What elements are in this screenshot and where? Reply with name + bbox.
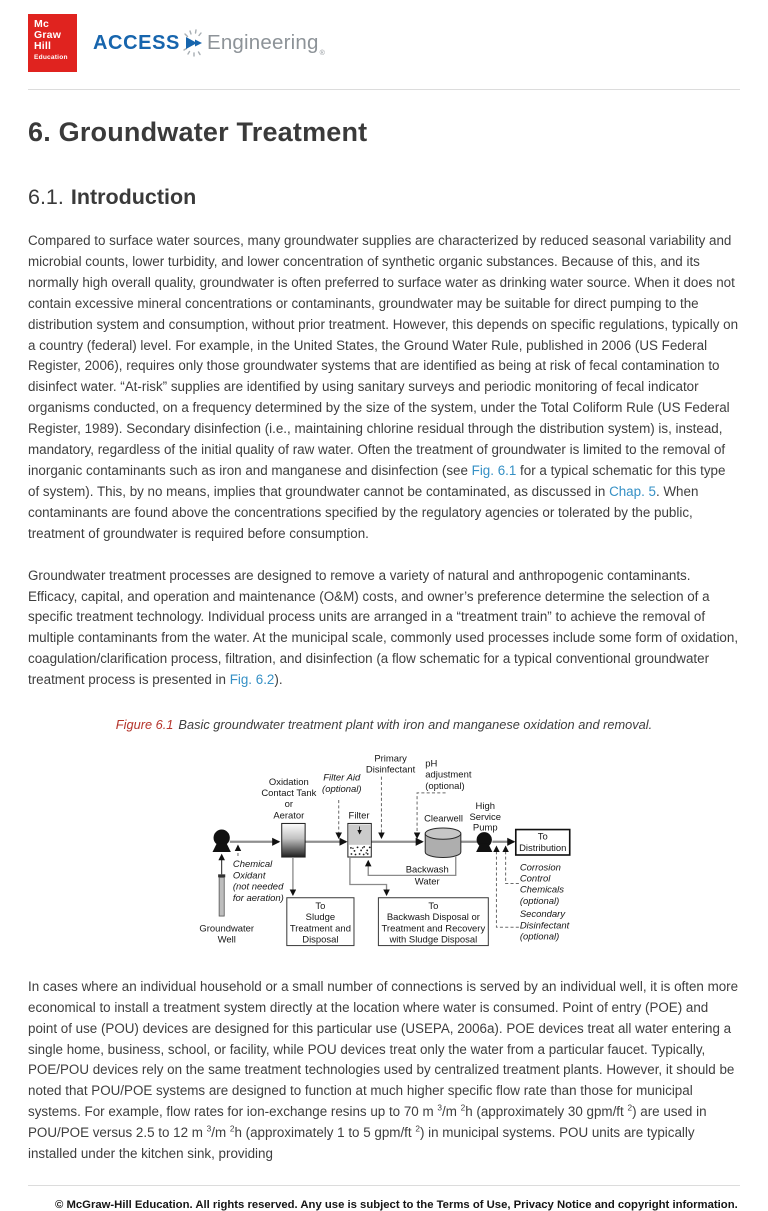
label-backwash-water: Backwash Water <box>405 864 449 888</box>
link-fig-6-1[interactable]: Fig. 6.1 <box>471 462 517 478</box>
mcgraw-hill-logo[interactable] <box>28 14 77 72</box>
superscript: 2 <box>415 1123 420 1134</box>
label-clearwell: Clearwell <box>424 813 463 825</box>
label-high-service-pump: High Service Pump <box>469 801 502 834</box>
mcgraw-hill-logo-text: Mc Graw Hill <box>34 18 62 52</box>
superscript: 2 <box>627 1102 633 1113</box>
filter-shape <box>348 823 371 857</box>
brand-engineering-text: Engineering <box>206 31 319 54</box>
link-chap-5[interactable]: Chap. 5 <box>609 483 656 499</box>
superscript: 3 <box>437 1102 442 1113</box>
figure-caption-label: Figure 6.1 <box>115 717 174 733</box>
groundwater-treatment-diagram <box>183 740 585 956</box>
paragraph-2: Groundwater treatment processes are designed to remove a variety of natural and anthropogenic contaminants. Efficacy, capital, and operation and maintenance (O&M) costs, and owner’s preference determine the selection of a specific treatment technology. Individual process units are arranged in a “treatment train” to achieve the removal of multiple contaminants from the water. At the municipal scale, commonly used processes include some form of oxidation, coagulation/clarification process, filtration, and disinfection (a flow schematic for a typical conventional groundwater treatment process is presented in Fig. 6.2). <box>28 567 739 688</box>
label-primary-disinfectant: Primary Disinfectant <box>365 753 416 776</box>
label-oxidation-tank: Oxidation Contact Tank or Aerator <box>261 776 317 822</box>
access-engineering-logo[interactable] <box>93 27 325 59</box>
section-heading <box>28 185 740 210</box>
figure-caption-text: Basic groundwater treatment plant with iron and manganese oxidation and removal. <box>178 717 653 733</box>
figure-6-1 <box>183 740 585 956</box>
groundwater-well-pipe <box>219 877 224 916</box>
link-fig-6-2[interactable]: Fig. 6.2 <box>229 672 275 688</box>
label-corrosion-control: Corrosion Control Chemicals (optional) <box>519 862 565 907</box>
superscript: 2 <box>229 1123 235 1134</box>
label-secondary-disinfectant: Secondary Disinfectant (optional) <box>519 909 570 943</box>
label-backwash-box: To Backwash Disposal or Treatment and Recovery with Sludge Disposal <box>381 900 486 946</box>
brand-access-text: ACCESS <box>93 31 180 54</box>
superscript: 3 <box>206 1123 212 1134</box>
label-filter: Filter <box>348 810 370 822</box>
copyright-footer: © McGraw-Hill Education. All rights reserved. Any use is subject to the Terms of Use, Privacy Notice and copyright information. <box>55 1198 738 1211</box>
section-number: 6.1. <box>28 185 64 209</box>
label-groundwater-well: Groundwater Well <box>199 923 255 946</box>
high-service-pump-icon <box>476 832 492 852</box>
label-chemical-oxidant: Chemical Oxidant (not needed for aeration) <box>232 859 284 904</box>
registered-mark: ® <box>319 50 325 57</box>
clearwell-shape <box>425 828 461 858</box>
paragraph-1: Compared to surface water sources, many groundwater supplies are characterized by reduced seasonal variability and microbial counts, lower turbidity, and lower concentration of synthetic organic substances. Because of this, and its normally high overall quality, groundwater is often preferred to surface water as drinking water source. When it does not contain excessive mineral concentrations or contaminants, groundwater may be suitable for direct pumping to the distribution system and consumption, without prior treatment. However, this depends on specific regulations, typically on a country (federal) level. For example, in the United States, the Ground Water Rule, published in 2006 (US Federal Register, 2006), requires only those groundwater systems that are identified as being at risk of fecal contamination to disinfect water. “At-risk” supplies are identified by using sanitary surveys and periodic monitoring of fecal indicator organisms conducted, on a frequency determined by the size of the system, under the Total Coliform Rule (US Federal Register, 1989). Secondary disinfection (i.e., maintaining chlorine residual through the distribution system) is, instead, mandatory, regardless of the initial quality of raw water. Often the treatment of groundwater is limited to the removal of inorganic contaminants such as iron and manganese and disinfection (see Fig. 6.1 for a typical schematic for this type of system). This, by no means, implies that groundwater cannot be contaminated, as discussed in Chap. 5. When contaminants are found above the concentrations specified by the regulatory agencies or tolerated by the public, treatment of groundwater is required before consumption. <box>28 233 739 541</box>
well-cap <box>218 874 225 877</box>
mcgraw-hill-logo-education: Education <box>34 54 68 61</box>
oxidation-tank-shape <box>282 823 305 857</box>
section-title: Introduction <box>70 185 197 209</box>
header-divider <box>28 89 740 90</box>
chevron-burst-icon <box>179 27 209 59</box>
well-pump-icon <box>213 830 231 852</box>
paragraph-3: In cases where an individual household or a small number of connections is served by an individual well, it is often more economical to install a treatment system directly at the location where water is consumed. Point of entry (POE) and point of use (POU) devices are designed for this particular use (USEPA, 2006a). POE devices treat all water entering a single home, business, school, or facility, while POU devices treat only the water from a particular faucet. Typically, POE/POU devices rely on the same treatment technologies used by centralized treatment plants. However, it should be noted that POU/POE systems are designed to function at much higher specific flow rate than those for municipal systems. For example, flow rates for ion-exchange resins up to 70 m $^3$/m $^2$h (approximately 30 gpm/ft $^2$) are used in POU/POE versus 2.5 to 12 m $^3$/m $^2$h (approximately 1 to 5 gpm/ft $^2$) in municipal systems. POU units are typically installed under the kitchen sink, providing <box>28 978 739 1162</box>
secondary-disinfectant-arrow <box>496 847 518 927</box>
page-title: 6. Groundwater Treatment <box>28 117 368 147</box>
site-header <box>28 0 740 72</box>
label-to-distribution: To Distribution <box>519 831 567 854</box>
figure-caption <box>28 717 740 732</box>
superscript: 2 <box>460 1102 466 1113</box>
label-filter-aid: Filter Aid (optional) <box>322 772 362 795</box>
label-sludge-box: To Sludge Treatment and Disposal <box>289 900 351 946</box>
label-ph-adjustment: pH adjustment (optional) <box>425 758 472 792</box>
